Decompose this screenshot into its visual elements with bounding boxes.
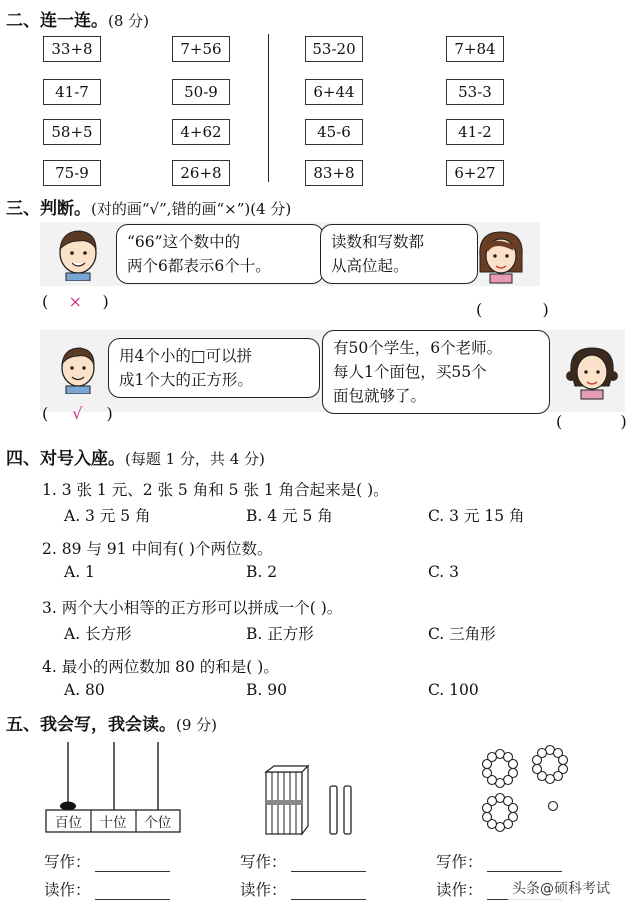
bubble-4-line-2: 每人1个面包，买55个	[333, 363, 487, 381]
question-1: 1. 3 张 1 元、2 张 5 角和 5 张 1 角合起来是( )。	[42, 481, 389, 499]
match-left-a-4[interactable]: 75-9	[43, 160, 101, 186]
ten-bead-ring-icon	[533, 746, 568, 784]
q4-option-a[interactable]: A. 80	[64, 681, 105, 699]
speech-bubble-2	[320, 224, 478, 284]
q3-option-a[interactable]: A. 长方形	[64, 625, 132, 643]
boy-avatar-icon	[52, 225, 104, 281]
section-2-note: (8 分)	[108, 12, 150, 30]
section-5-title	[6, 710, 217, 735]
write-label: 写作：	[436, 853, 483, 871]
match-right-a-2[interactable]: 6+44	[305, 79, 363, 105]
speech-bubble-3	[108, 338, 320, 398]
answer-2-close: )	[542, 300, 549, 319]
bubble-1-line-1: “66”这个数中的	[127, 233, 241, 251]
q4-option-b[interactable]: B. 90	[246, 681, 287, 699]
answer-2-open: (	[476, 300, 483, 319]
q2-option-a[interactable]: A. 1	[64, 563, 95, 581]
section-2-title-text: 二、连一连。	[6, 11, 108, 31]
match-left-b-4[interactable]: 26+8	[172, 160, 230, 186]
answer-3[interactable]	[42, 404, 113, 423]
match-left-a-2[interactable]: 41-7	[43, 79, 101, 105]
girl-avatar-icon	[474, 226, 528, 284]
read-label: 读作：	[240, 881, 287, 899]
speech-bubble-1	[116, 224, 324, 284]
label-hundreds: 百位	[54, 815, 82, 831]
match-left-b-1[interactable]: 7+56	[172, 36, 230, 62]
bubble-1-line-2: 两个6都表示6个十。	[127, 257, 271, 275]
bundle-of-ten-sticks-icon	[266, 766, 308, 834]
bubble-2-line-1: 读数和写数都	[331, 233, 425, 251]
match-left-b-3[interactable]: 4+62	[172, 119, 230, 145]
stick-bundle-diagram	[262, 762, 362, 838]
match-right-b-1[interactable]: 7+84	[446, 36, 504, 62]
answer-1[interactable]	[42, 292, 109, 311]
single-stick-icon	[330, 786, 337, 834]
answer-1-cross-mark: ×	[68, 292, 83, 311]
bead-rings-diagram	[474, 742, 584, 842]
question-2: 2. 89 与 91 中间有( )个两位数。	[42, 540, 273, 558]
bubble-4-line-1: 有50个学生，6个老师。	[333, 339, 503, 357]
write-field-2[interactable]	[240, 850, 366, 872]
q1-option-b[interactable]: B. 4 元 5 角	[246, 507, 333, 525]
section-5-note: (9 分)	[176, 716, 218, 734]
section-3-title	[6, 194, 291, 219]
section-5-title-text: 五、我会写，我会读。	[6, 715, 176, 735]
match-right-b-2[interactable]: 53-3	[446, 79, 504, 105]
label-ones: 个位	[144, 815, 172, 831]
write-label: 写作：	[44, 853, 91, 871]
section-4-title-text: 四、对号入座。	[6, 449, 125, 469]
q1-option-c[interactable]: C. 3 元 15 角	[428, 507, 525, 525]
watermark: 头条@硕科考试	[508, 876, 614, 900]
read-field-1[interactable]	[44, 878, 170, 900]
answer-4-open: (	[556, 412, 563, 431]
single-bead-icon	[549, 802, 558, 811]
match-left-a-3[interactable]: 58+5	[43, 119, 101, 145]
section-2-title	[6, 6, 149, 31]
answer-3-close: )	[106, 404, 113, 423]
boy-2-avatar-icon	[54, 342, 102, 394]
write-field-1[interactable]	[44, 850, 170, 872]
answer-3-open: (	[42, 404, 49, 423]
answer-4-close: )	[620, 412, 627, 431]
answer-1-close: )	[102, 292, 109, 311]
speech-bubble-4	[322, 330, 550, 414]
single-stick-icon	[344, 786, 351, 834]
section-3-title-text: 三、判断。	[6, 199, 91, 219]
answer-1-open: (	[42, 292, 49, 311]
bubble-4-line-3: 面包就够了。	[333, 387, 427, 405]
section-3-note: (对的画“√”,错的画“×”)(4 分)	[91, 200, 292, 218]
match-left-a-1[interactable]: 33+8	[43, 36, 101, 62]
ten-bead-ring-icon	[483, 750, 518, 788]
match-right-a-4[interactable]: 83+8	[305, 160, 363, 186]
bubble-3-line-1: 用4个小的□可以拼	[119, 347, 253, 365]
match-right-b-4[interactable]: 6+27	[446, 160, 504, 186]
abacus-bead	[60, 802, 76, 811]
write-label: 写作：	[240, 853, 287, 871]
match-right-a-3[interactable]: 45-6	[305, 119, 363, 145]
read-label: 读作：	[44, 881, 91, 899]
ten-bead-ring-icon	[483, 794, 518, 832]
read-label: 读作：	[436, 881, 483, 899]
girl-2-avatar-icon	[565, 342, 619, 400]
q4-option-c[interactable]: C. 100	[428, 681, 479, 699]
match-right-b-3[interactable]: 41-2	[446, 119, 504, 145]
write-field-3[interactable]	[436, 850, 562, 872]
q1-option-a[interactable]: A. 3 元 5 角	[64, 507, 151, 525]
answer-2[interactable]	[476, 300, 549, 319]
question-4: 4. 最小的两位数加 80 的和是( )。	[42, 658, 279, 676]
answer-3-check-mark: √	[72, 404, 83, 423]
divider-line	[268, 34, 269, 182]
match-left-b-2[interactable]: 50-9	[172, 79, 230, 105]
answer-4[interactable]	[556, 412, 627, 431]
label-tens: 十位	[99, 815, 127, 831]
bubble-2-line-2: 从高位起。	[331, 257, 409, 275]
bubble-3-line-2: 成1个大的正方形。	[119, 371, 253, 389]
match-right-a-1[interactable]: 53-20	[305, 36, 363, 62]
q3-option-b[interactable]: B. 正方形	[246, 625, 314, 643]
q2-option-c[interactable]: C. 3	[428, 563, 460, 581]
abacus-labels	[46, 812, 180, 834]
section-4-title	[6, 444, 265, 469]
section-4-note: (每题 1 分，共 4 分)	[125, 450, 265, 468]
read-field-2[interactable]	[240, 878, 366, 900]
q3-option-c[interactable]: C. 三角形	[428, 625, 496, 643]
question-3: 3. 两个大小相等的正方形可以拼成一个( )。	[42, 599, 343, 617]
q2-option-b[interactable]: B. 2	[246, 563, 278, 581]
